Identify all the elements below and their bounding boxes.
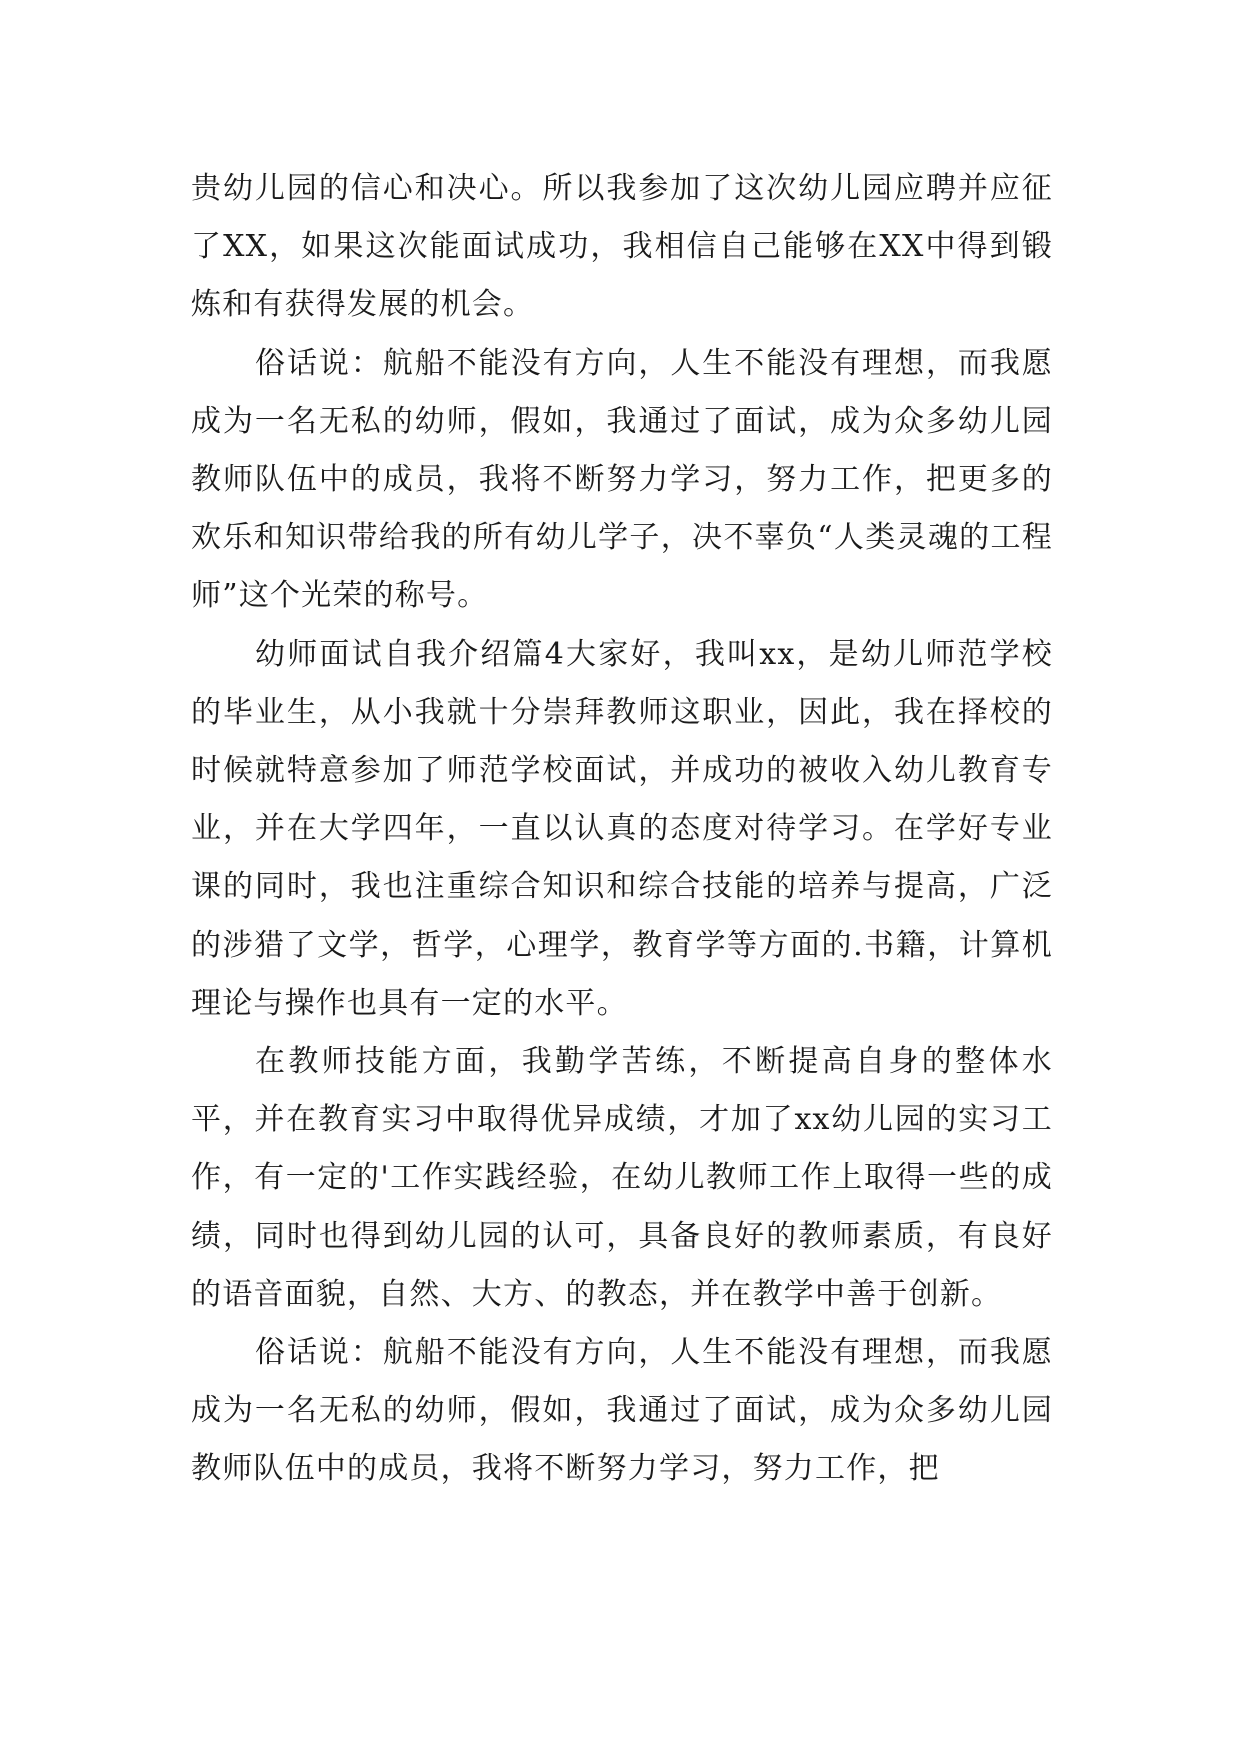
paragraph-3: 幼师面试自我介绍篇4大家好，我叫xx，是幼儿师范学校的毕业生，从小我就十分崇拜教师这职业，因此，我在择校的时候就特意参加了师范学校面试，并成功的被收入幼儿教育专业，并在大学四年，一直以认真的态度对待学习。在学好专业课的同时，我也注重综合知识和综合技能的培养与提高，广泛的涉猎了文学，哲学，心理学，教育学等方面的.书籍，计算机理论与操作也具有一定的水平。: [191, 636, 1053, 1021]
paragraph-5: 俗话说：航船不能没有方向，人生不能没有理想，而我愿成为一名无私的幼师，假如，我通过了面试，成为众多幼儿园教师队伍中的成员，我将不断努力学习，努力工作，把: [191, 1335, 1053, 1487]
paragraph-4: 在教师技能方面，我勤学苦练，不断提高自身的整体水平，并在教育实习中取得优异成绩，才加了xx幼儿园的实习工作，有一定的'工作实践经验，在幼儿教师工作上取得一些的成绩，同时也得到幼儿园的认可，具备良好的教师素质，有良好的语音面貌，自然、大方、的教态，并在教学中善于创新。: [191, 1044, 1053, 1312]
paragraph-1: 贵幼儿园的信心和决心。所以我参加了这次幼儿园应聘并应征了XX，如果这次能面试成功，我相信自己能够在XX中得到锻炼和有获得发展的机会。: [191, 171, 1053, 323]
document-body: [191, 160, 1053, 1499]
paragraph-2: 俗话说：航船不能没有方向，人生不能没有理想，而我愿成为一名无私的幼师，假如，我通过了面试，成为众多幼儿园教师队伍中的成员，我将不断努力学习，努力工作，把更多的欢乐和知识带给我的所有幼儿学子，决不辜负“人类灵魂的工程师”这个光荣的称号。: [191, 345, 1053, 614]
